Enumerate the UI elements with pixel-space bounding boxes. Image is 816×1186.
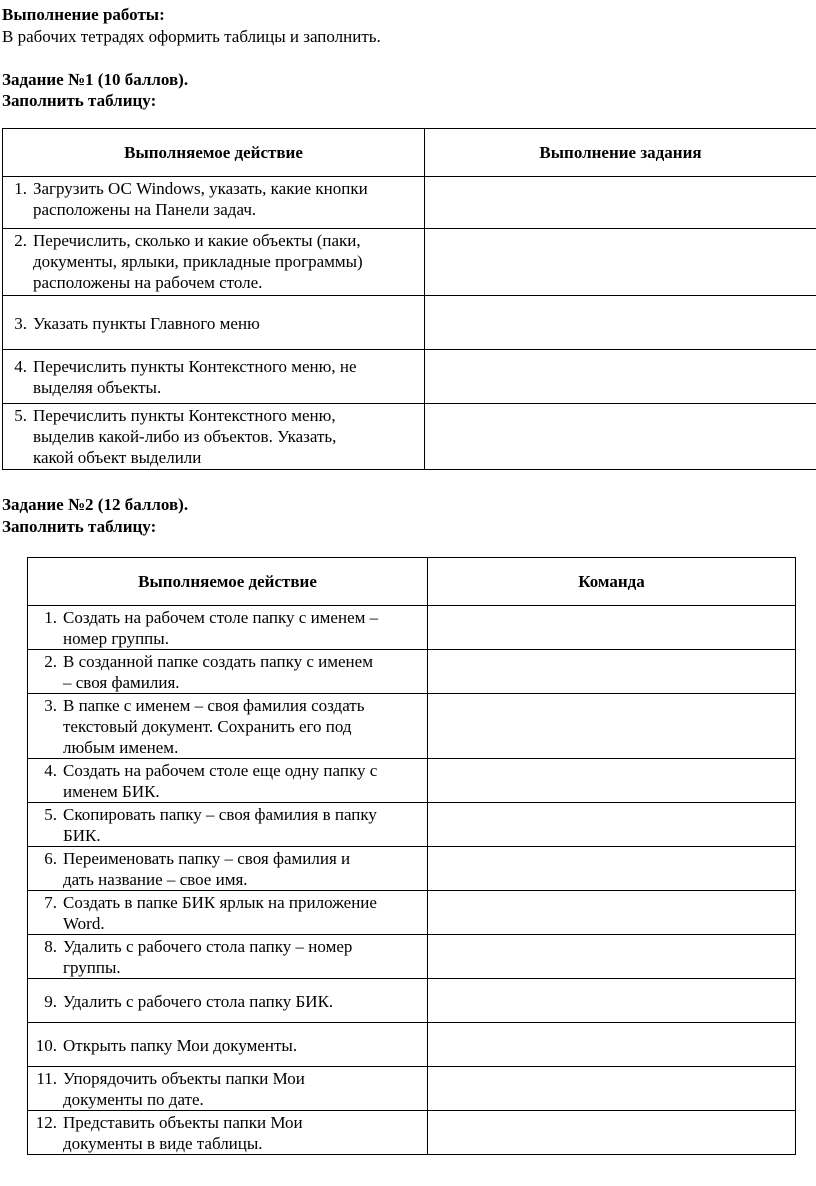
row-number: 4. — [44, 761, 57, 780]
column-header-command: Команда — [428, 558, 796, 606]
row-action-text: Загрузить ОС Windows, указать, какие кнопки расположены на Панели задач. — [33, 179, 368, 219]
row-number: 7. — [44, 893, 57, 912]
answer-cell[interactable] — [428, 759, 796, 803]
table-row — [28, 847, 796, 891]
column-header-action: Выполняемое действие — [28, 558, 428, 606]
table-row — [28, 1111, 796, 1155]
answer-cell[interactable] — [428, 1067, 796, 1111]
table-row — [28, 935, 796, 979]
answer-cell[interactable] — [425, 296, 816, 350]
answer-cell[interactable] — [428, 891, 796, 935]
answer-cell[interactable] — [425, 404, 816, 470]
answer-cell[interactable] — [428, 979, 796, 1023]
row-action-text: Создать на рабочем столе папку с именем – номер группы. — [63, 608, 379, 648]
task1-table — [2, 128, 816, 470]
row-action-text: Переименовать папку – своя фамилия и дать название – свое имя. — [63, 849, 351, 889]
row-number: 8. — [44, 937, 57, 956]
table-row — [28, 694, 796, 759]
column-header-action: Выполняемое действие — [3, 129, 425, 177]
task2-subtitle: Заполнить таблицу: — [2, 517, 157, 536]
table-row — [3, 404, 816, 470]
row-number: 5. — [44, 805, 57, 824]
row-number: 12. — [35, 1113, 57, 1132]
task1-subtitle: Заполнить таблицу: — [2, 91, 157, 110]
instruction-text: В рабочих тетрадях оформить таблицы и заполнить. — [2, 27, 381, 46]
answer-cell[interactable] — [428, 694, 796, 759]
row-number: 3. — [14, 313, 27, 333]
row-action-text: Упорядочить объекты папки Мои документы по дате. — [63, 1069, 305, 1109]
row-action-text: Открыть папку Мои документы. — [63, 1035, 298, 1055]
table-row — [28, 803, 796, 847]
row-action-text: Создать в папке БИК ярлык на приложение Word. — [63, 893, 377, 933]
row-action-text: Перечислить пункты Контекстного меню, выделив какой-либо из объектов. Указать, какой объект выделили — [33, 406, 337, 467]
row-action-text: Удалить с рабочего стола папку – номер группы. — [63, 937, 353, 977]
table-row — [3, 177, 816, 229]
answer-cell[interactable] — [428, 606, 796, 650]
table-header-row — [3, 129, 816, 177]
row-action-text: Создать на рабочем столе еще одну папку с именем БИК. — [63, 761, 378, 801]
answer-cell[interactable] — [428, 1023, 796, 1067]
answer-cell[interactable] — [428, 650, 796, 694]
table-row — [28, 759, 796, 803]
row-action-text: Скопировать папку – своя фамилия в папку БИК. — [63, 805, 377, 845]
column-header-result: Выполнение задания — [425, 129, 816, 177]
answer-cell[interactable] — [428, 1111, 796, 1155]
row-action-text: Удалить с рабочего стола папку БИК. — [63, 991, 334, 1011]
answer-cell[interactable] — [428, 847, 796, 891]
table-row — [3, 296, 816, 350]
row-action-text: Перечислить, сколько и какие объекты (паки, документы, ярлыки, прикладные программы) расположены на рабочем столе. — [33, 231, 363, 292]
table-row — [28, 606, 796, 650]
row-number: 9. — [44, 991, 57, 1011]
table-row — [28, 891, 796, 935]
row-action-text: Перечислить пункты Контекстного меню, не выделяя объекты. — [33, 357, 357, 397]
section-title: Выполнение работы: — [2, 5, 165, 24]
answer-cell[interactable] — [428, 935, 796, 979]
table-row — [28, 1023, 796, 1067]
row-number: 6. — [44, 849, 57, 868]
row-number: 1. — [44, 608, 57, 627]
row-action-text: Указать пункты Главного меню — [33, 313, 260, 333]
row-number: 10. — [35, 1035, 57, 1055]
table-header-row — [28, 558, 796, 606]
table-row — [28, 979, 796, 1023]
answer-cell[interactable] — [425, 177, 816, 229]
row-number: 4. — [14, 357, 27, 376]
row-number: 2. — [14, 231, 27, 250]
answer-cell[interactable] — [425, 350, 816, 404]
table-row — [28, 650, 796, 694]
row-number: 1. — [14, 179, 27, 198]
row-number: 3. — [44, 696, 57, 715]
table-row — [3, 229, 816, 296]
row-action-text: Представить объекты папки Мои документы в виде таблицы. — [63, 1113, 303, 1153]
row-action-text: В папке с именем – своя фамилия создать текстовый документ. Сохранить его под любым именем. — [63, 696, 365, 757]
task2-table — [27, 557, 796, 1155]
row-number: 11. — [36, 1069, 57, 1088]
table-row — [3, 350, 816, 404]
answer-cell[interactable] — [425, 229, 816, 296]
row-action-text: В созданной папке создать папку с именем – своя фамилия. — [63, 652, 373, 692]
row-number: 5. — [14, 406, 27, 425]
table-row — [28, 1067, 796, 1111]
task2-title: Задание №2 (12 баллов). — [2, 495, 189, 514]
answer-cell[interactable] — [428, 803, 796, 847]
row-number: 2. — [44, 652, 57, 671]
task1-title: Задание №1 (10 баллов). — [2, 70, 189, 89]
